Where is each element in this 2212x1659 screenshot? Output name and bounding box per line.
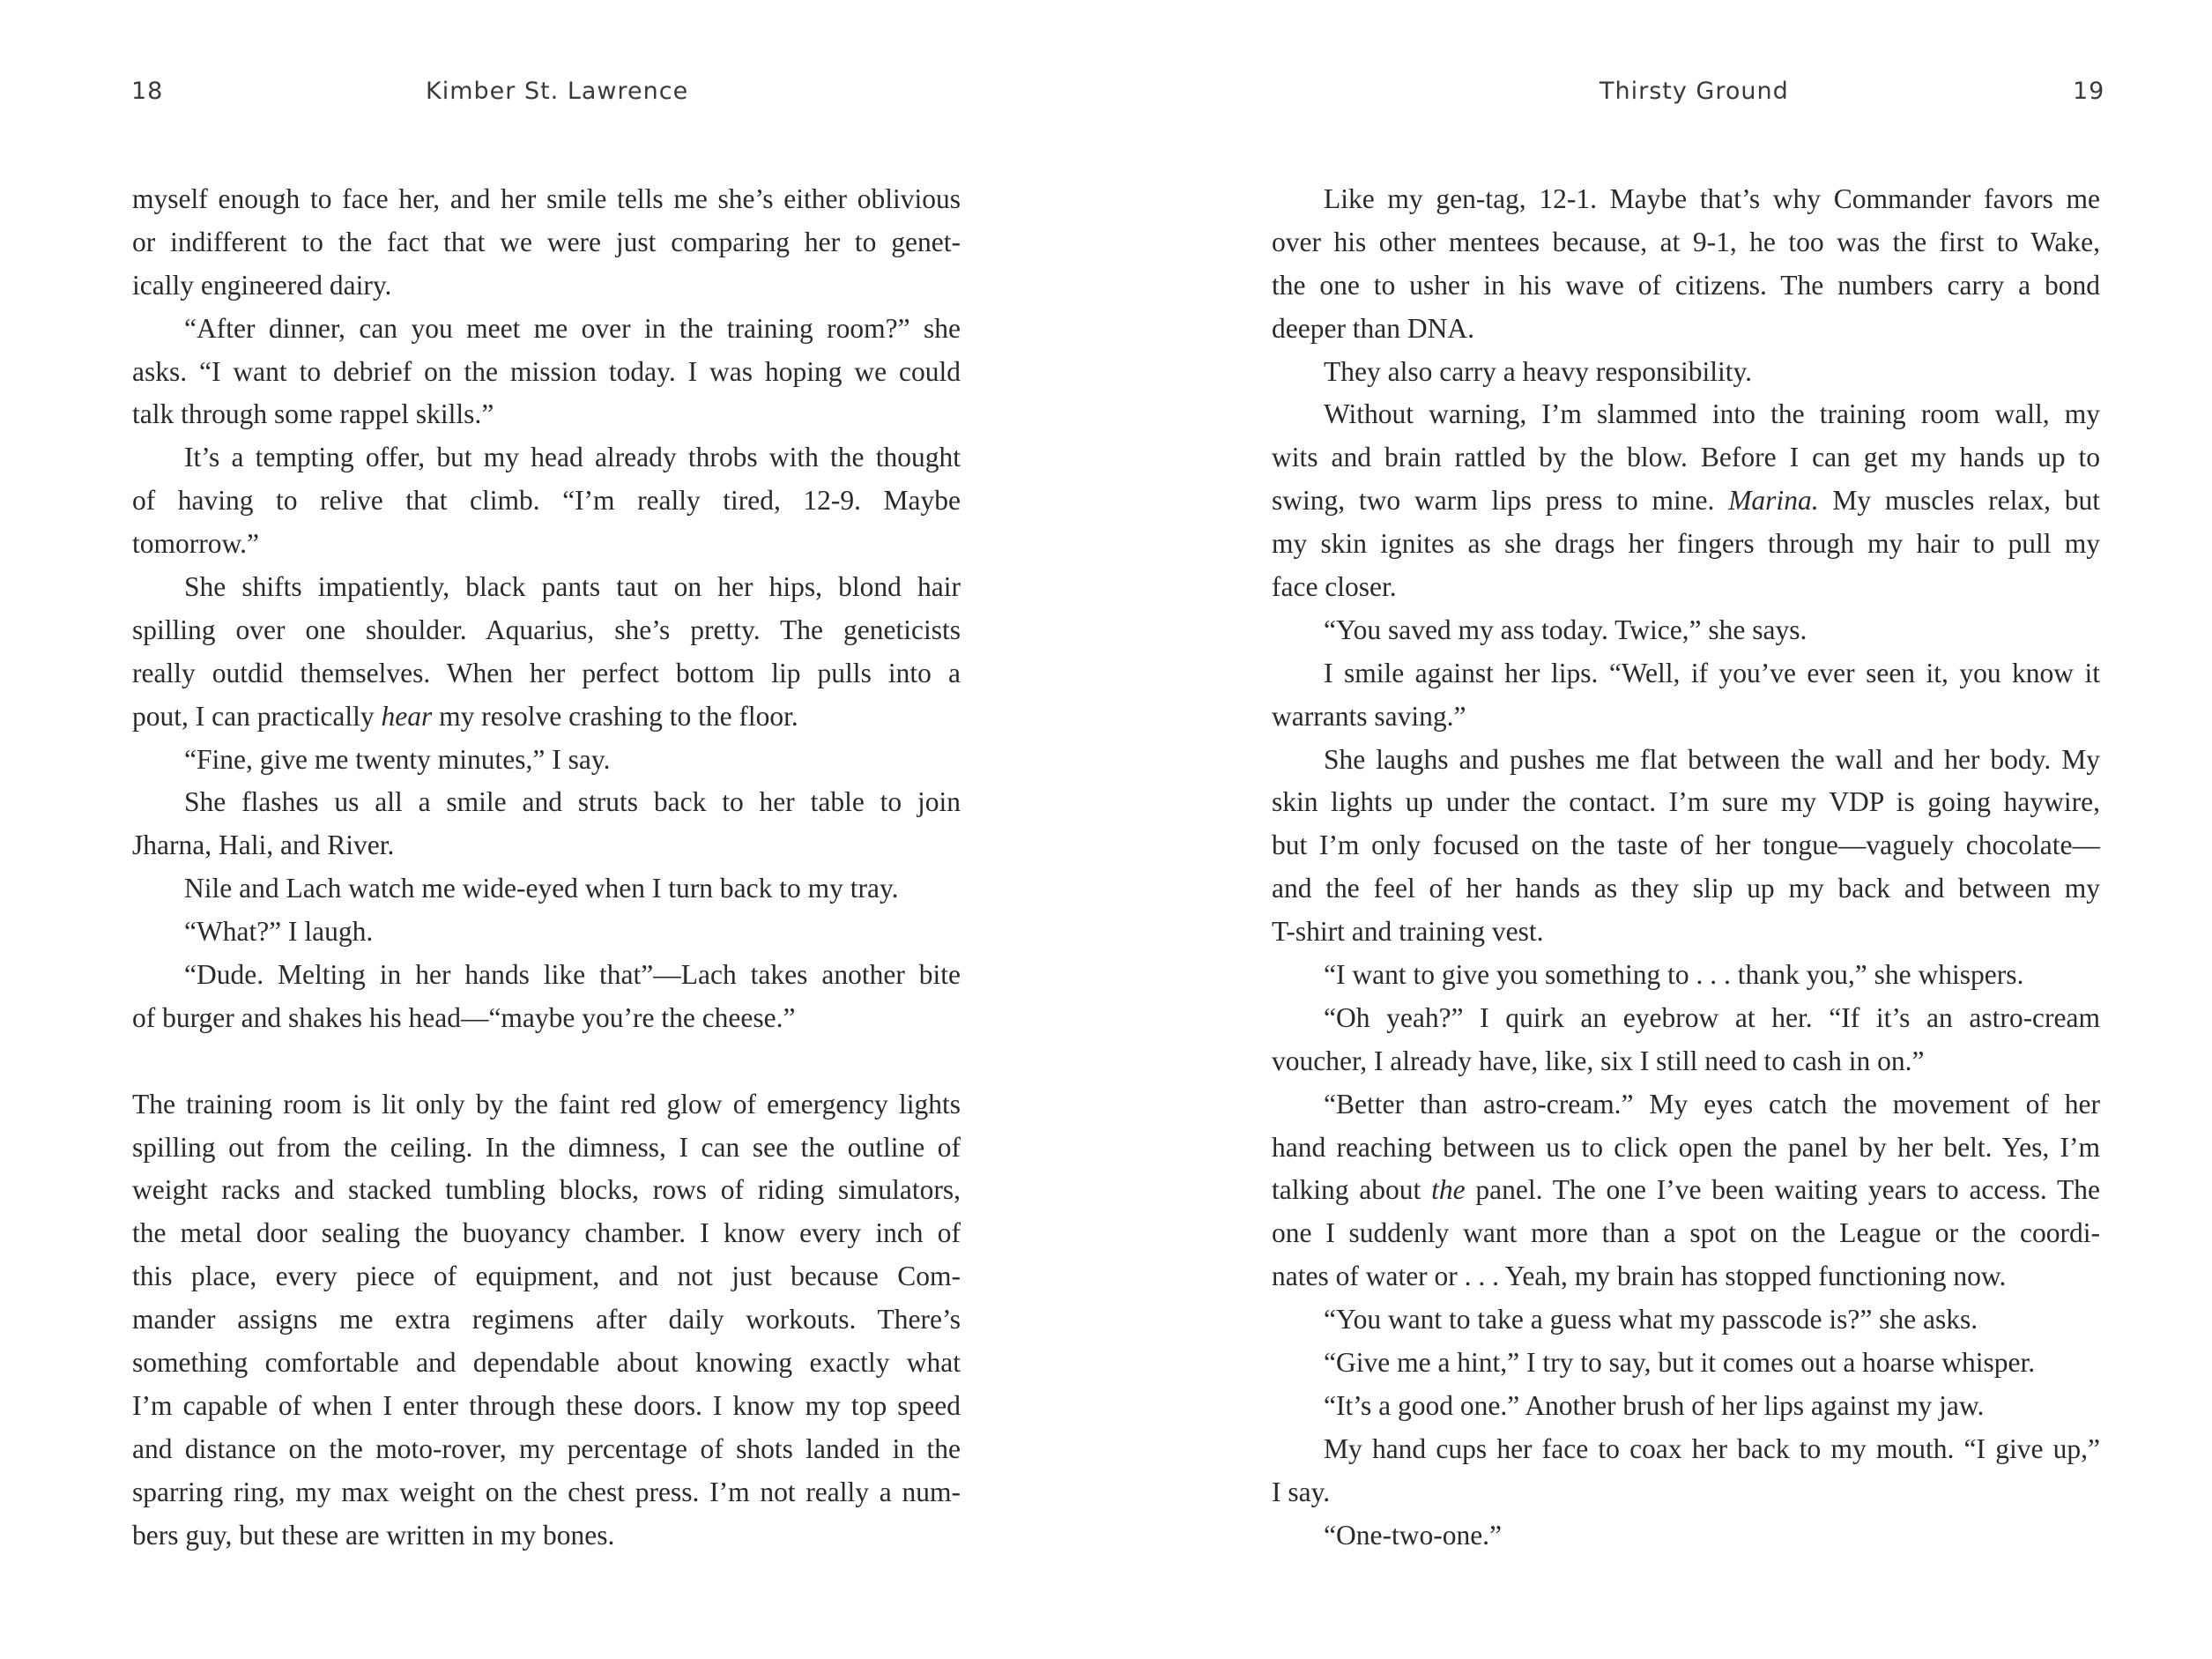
text-line: I say. (1272, 1476, 1331, 1507)
text-line: ically engineered dairy. (132, 269, 392, 301)
text-line: Without warning, I’m slammed into the training room wall, my (1324, 398, 2100, 430)
page-number: 19 (2073, 78, 2105, 105)
text-section (132, 1083, 961, 1558)
text-line: I smile against her lips. “Well, if you’ve ever seen it, you know it (1324, 657, 2100, 688)
text-line: “Give me a hint,” I try to say, but it comes out a hoarse whisper. (1324, 1347, 2036, 1379)
text-line: Like my gen-tag, 12-1. Maybe that’s why Commander favors me (1324, 183, 2100, 214)
text-line: of having to relive that climb. “I’m really tired, 12-9. Maybe (132, 485, 961, 517)
text-line: warrants saving.” (1272, 700, 1466, 732)
text-line: of burger and shakes his head—“maybe you’re the cheese.” (132, 1001, 796, 1033)
body-text (1272, 178, 2100, 1558)
text-line: deeper than DNA. (1272, 312, 1475, 344)
running-head-author: Kimber St. Lawrence (426, 78, 689, 105)
text-line: “You want to take a guess what my passcode is?” she asks. (1324, 1304, 1978, 1335)
text-line: the metal door sealing the buoyancy chamber. I know every inch of (132, 1217, 961, 1249)
text-line: spilling over one shoulder. Aquarius, she’s pretty. The geneticists (132, 614, 961, 645)
text-line: She laughs and pushes me flat between the wall and her body. My (1324, 743, 2100, 775)
text-line: It’s a tempting offer, but my head already throbs with the thought (184, 442, 961, 473)
text-line: swing, two warm lips press to mine. Marina. My muscles relax, but (1272, 485, 2101, 517)
text-line: weight racks and stacked tumbling blocks, rows of riding simulators, (132, 1174, 961, 1206)
text-section (1272, 178, 2100, 1558)
text-line: I’m capable of when I enter through these doors. I know my top speed (132, 1389, 961, 1421)
text-line: face closer. (1272, 571, 1397, 603)
text-line: “Better than astro-cream.” My eyes catch the movement of her (1324, 1088, 2100, 1120)
right-page (1106, 0, 2212, 1659)
text-line: mander assigns me extra regimens after daily workouts. There’s (132, 1304, 961, 1335)
text-line: voucher, I already have, like, six I still need to cash in on.” (1272, 1045, 1925, 1076)
text-line: myself enough to face her, and her smile tells me she’s either oblivious (132, 183, 961, 214)
text-line: “Dude. Melting in her hands like that”—Lach takes another bite (184, 959, 961, 991)
text-line: one I suddenly want more than a spot on the League or the coordi- (1272, 1217, 2100, 1249)
running-head-title: Thirsty Ground (1600, 78, 1789, 105)
text-line: “One-two-one.” (1324, 1519, 1503, 1551)
text-line: “What?” I laugh. (184, 916, 374, 948)
text-line: asks. “I want to debrief on the mission today. I was hoping we could (132, 355, 961, 387)
text-line: wits and brain rattled by the blow. Before I can get my hands up to (1272, 442, 2100, 473)
text-line: “You saved my ass today. Twice,” she says. (1324, 614, 1807, 645)
text-line: spilling out from the ceiling. In the dimness, I can see the outline of (132, 1131, 961, 1163)
text-line: talking about the panel. The one I’ve been waiting years to access. The (1272, 1174, 2100, 1206)
text-line: nates of water or . . . Yeah, my brain has stopped functioning now. (1272, 1261, 2007, 1292)
text-line: tomorrow.” (132, 528, 260, 560)
text-line: something comfortable and dependable about knowing exactly what (132, 1347, 961, 1379)
text-line: pout, I can practically hear my resolve crashing to the floor. (132, 700, 798, 732)
text-line: “After dinner, can you meet me over in the training room?” she (184, 312, 961, 344)
text-line: sparring ring, my max weight on the chest press. I’m not really a num- (132, 1476, 961, 1507)
text-line: The training room is lit only by the faint red glow of emergency lights (132, 1088, 961, 1120)
text-line: the one to usher in his wave of citizens. The numbers carry a bond (1272, 269, 2100, 301)
text-line: They also carry a heavy responsibility. (1324, 355, 1753, 387)
text-line: “I want to give you something to . . . thank you,” she whispers. (1324, 959, 2024, 991)
text-line: bers guy, but these are written in my bones. (132, 1519, 615, 1551)
text-line: She flashes us all a smile and struts back to her table to join (184, 786, 961, 818)
text-line: My hand cups her face to coax her back to my mouth. “I give up,” (1324, 1432, 2100, 1464)
text-line: “It’s a good one.” Another brush of her lips against my jaw. (1324, 1389, 1985, 1421)
text-line: skin lights up under the contact. I’m sure my VDP is going haywire, (1272, 786, 2100, 818)
text-line: Nile and Lach watch me wide-eyed when I turn back to my tray. (184, 873, 899, 904)
text-line: Jharna, Hali, and River. (132, 830, 395, 861)
text-line: this place, every piece of equipment, and not just because Com- (132, 1261, 961, 1292)
text-line: really outdid themselves. When her perfect bottom lip pulls into a (132, 657, 961, 688)
section-break (132, 1040, 961, 1083)
page-number: 18 (131, 78, 164, 105)
text-line: talk through some rappel skills.” (132, 398, 494, 430)
text-line: T-shirt and training vest. (1272, 916, 1544, 948)
text-line: hand reaching between us to click open the panel by her belt. Yes, I’m (1272, 1131, 2100, 1163)
body-text (132, 178, 961, 1558)
text-line: “Fine, give me twenty minutes,” I say. (184, 743, 611, 775)
text-line: and distance on the moto-rover, my percentage of shots landed in the (132, 1432, 961, 1464)
text-line: “Oh yeah?” I quirk an eyebrow at her. “If it’s an astro-cream (1324, 1001, 2100, 1033)
text-line: or indifferent to the fact that we were just comparing her to genet- (132, 226, 961, 257)
text-line: She shifts impatiently, black pants taut on her hips, blond hair (184, 571, 961, 603)
text-line: and the feel of her hands as they slip up my back and between my (1272, 873, 2100, 904)
text-line: over his other mentees because, at 9-1, he too was the first to Wake, (1272, 226, 2100, 257)
text-line: but I’m only focused on the taste of her tongue—vaguely chocolate— (1272, 830, 2100, 861)
text-line: my skin ignites as she drags her fingers through my hair to pull my (1272, 528, 2100, 560)
text-section (132, 178, 961, 1040)
